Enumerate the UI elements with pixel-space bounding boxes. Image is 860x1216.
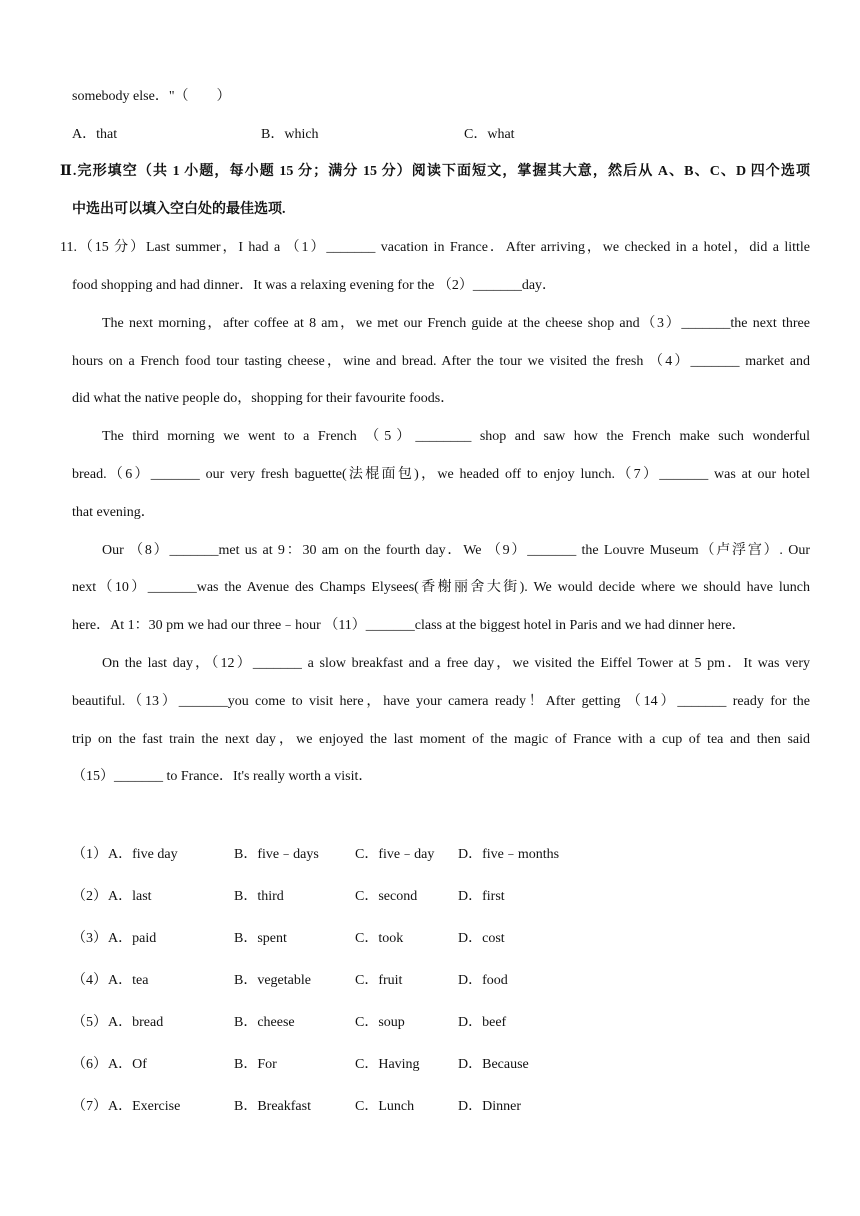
- option-number: （1）: [72, 847, 107, 862]
- option-c: C．five﹣day: [355, 847, 435, 862]
- option-a: A．Exercise: [108, 1099, 181, 1114]
- passage-line: 11.（15 分）Last summer，I had a （1）_______ vacation in France．After arriving，we checked in a hotel，did a little: [60, 240, 810, 255]
- passage-line: trip on the fast train the next day，we enjoyed the last moment of the magic of France with a cup of tea and then said: [72, 732, 810, 747]
- option-a: A．bread: [108, 1015, 164, 1030]
- option-b: B．third: [234, 889, 284, 904]
- option-b: B．vegetable: [234, 973, 311, 988]
- option-c: C．Lunch: [355, 1099, 415, 1114]
- passage-line: The next morning，after coffee at 8 am，we met our French guide at the cheese shop and（3）_______the next three: [102, 316, 810, 331]
- option-c: C．soup: [355, 1015, 405, 1030]
- option-number: （7）: [72, 1099, 107, 1114]
- passage-line: bread.（6）_______ our very fresh baguette(法棍面包)，we headed off to enjoy lunch.（7）_______ was at our hotel: [72, 467, 810, 482]
- option-b: B．five﹣days: [234, 847, 319, 862]
- option-d: D．five﹣months: [458, 847, 560, 862]
- option-number: （3）: [72, 931, 107, 946]
- passage-line: did what the native people do，shopping for their favourite foods．: [72, 391, 455, 406]
- passage-line: On the last day，（12）_______ a slow breakfast and a free day，we visited the Eiffel Tower at 5 pm．It was very: [102, 656, 810, 671]
- option-number: （4）: [72, 973, 107, 988]
- option-number: （6）: [72, 1057, 107, 1072]
- passage-line: hours on a French food tour tasting cheese，wine and bread. After the tour we visited the fresh （4）_______ market and: [72, 354, 810, 369]
- option-b: B．which: [261, 127, 319, 142]
- option-c: C．took: [355, 931, 404, 946]
- option-d: D．Because: [458, 1057, 529, 1072]
- section-heading: Ⅱ.完形填空（共 1 小题，每小题 15 分；满分 15 分）阅读下面短文，掌握其大意，然后从 A、B、C、D 四个选项: [60, 164, 810, 179]
- passage-line: that evening．: [72, 505, 155, 520]
- option-a: A．paid: [108, 931, 157, 946]
- passage-line: here．At 1：30 pm we had our three﹣hour （11）_______class at the biggest hotel in Paris and we had dinner here．: [72, 618, 746, 633]
- option-b: B．Breakfast: [234, 1099, 311, 1114]
- option-a: A．tea: [108, 973, 149, 988]
- prev-question-options: [72, 125, 810, 145]
- option-b: B．cheese: [234, 1015, 295, 1030]
- option-c: C．Having: [355, 1057, 420, 1072]
- option-b: B．For: [234, 1057, 277, 1072]
- option-number: （2）: [72, 889, 107, 904]
- option-b: B．spent: [234, 931, 287, 946]
- option-d: D．food: [458, 973, 508, 988]
- section-heading-cont: 中选出可以填入空白处的最佳选项.: [72, 202, 286, 217]
- option-d: D．Dinner: [458, 1099, 521, 1114]
- prev-question-tail: somebody else．"（ ）: [72, 89, 231, 104]
- option-a: A．that: [72, 127, 118, 142]
- option-d: D．first: [458, 889, 505, 904]
- option-c: C．fruit: [355, 973, 403, 988]
- option-a: A．last: [108, 889, 152, 904]
- passage-line: （15）_______ to France．It's really worth a visit．: [72, 769, 373, 784]
- option-c: C．second: [355, 889, 418, 904]
- passage-line: beautiful.（13）_______you come to visit here，have your camera ready！After getting （14）_______ ready for the: [72, 694, 810, 709]
- option-d: D．beef: [458, 1015, 507, 1030]
- option-c: C．what: [464, 127, 515, 142]
- passage-line: next（10）_______was the Avenue des Champs Elysees(香榭丽舍大街). We would decide where we should have lunch: [72, 580, 810, 595]
- option-number: （5）: [72, 1015, 107, 1030]
- passage-line: Our （8）_______met us at 9：30 am on the fourth day．We （9）_______ the Louvre Museum（卢浮宫）. Our: [102, 543, 810, 558]
- option-d: D．cost: [458, 931, 505, 946]
- option-a: A．Of: [108, 1057, 147, 1072]
- passage-line: The third morning we went to a French （5）________ shop and saw how the French make such wonderful: [102, 429, 810, 444]
- passage-line: food shopping and had dinner．It was a relaxing evening for the （2）_______day．: [72, 278, 557, 293]
- option-a: A．five day: [108, 847, 178, 862]
